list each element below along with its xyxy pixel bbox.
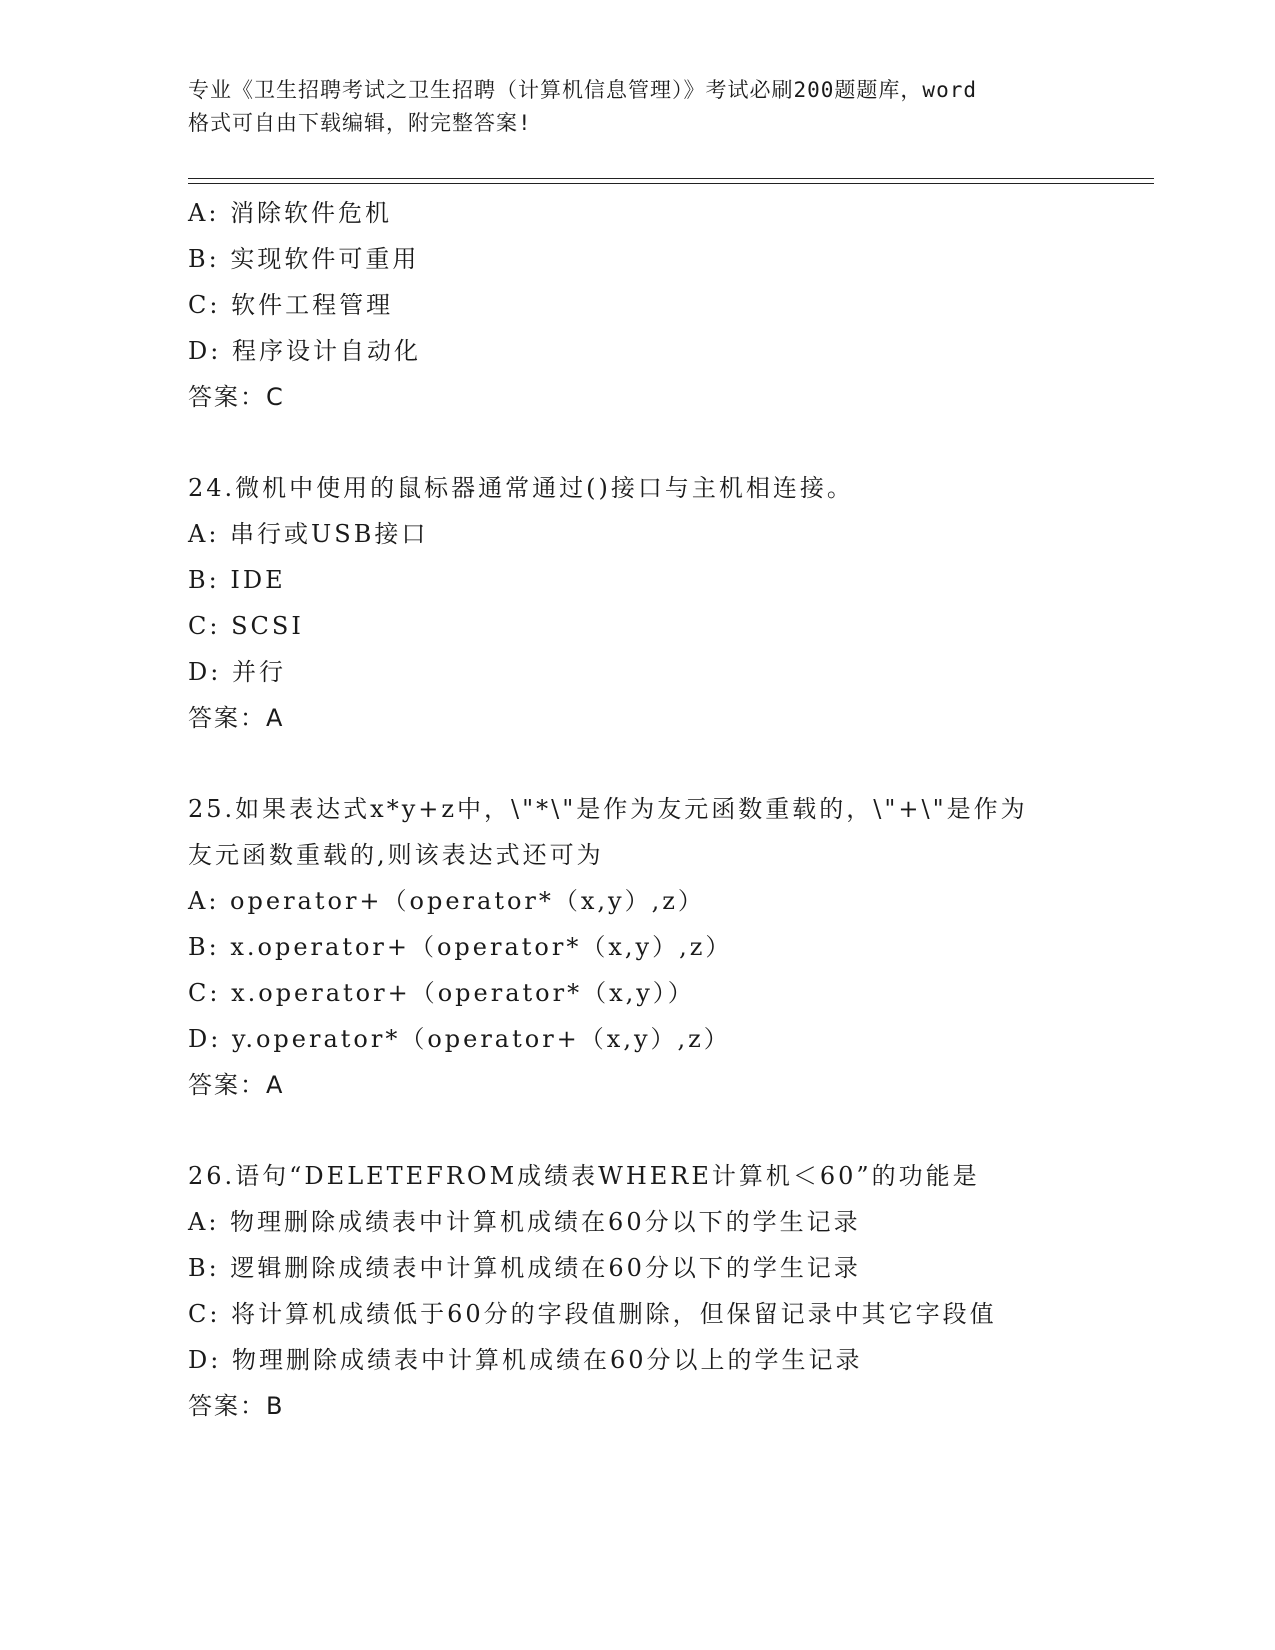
option-a: A: 物理删除成绩表中计算机成绩在60分以下的学生记录	[188, 1208, 861, 1236]
option-d: D: 物理删除成绩表中计算机成绩在60分以上的学生记录	[188, 1346, 863, 1374]
option-c: C: SCSI	[188, 612, 304, 640]
answer-line: 答案：C	[188, 383, 285, 411]
header-line-2: 格式可自由下载编辑，附完整答案!	[188, 111, 532, 135]
header-line-1: 专业《卫生招聘考试之卫生招聘（计算机信息管理）》考试必刷200题题库，word	[188, 78, 977, 102]
spacer	[188, 1108, 1148, 1153]
option-c: C: 软件工程管理	[188, 291, 394, 319]
spacer	[188, 741, 1148, 786]
question-text: 24.微机中使用的鼠标器通常通过()接口与主机相连接。	[188, 474, 854, 502]
answer-line: 答案：A	[188, 704, 285, 732]
header-divider-bottom	[188, 183, 1154, 184]
question-block	[188, 786, 1148, 1108]
question-text: 26.语句“DELETEFROM成绩表WHERE计算机＜60”的功能是	[188, 1162, 980, 1190]
question-block	[188, 1153, 1148, 1429]
option-b: B: 实现软件可重用	[188, 245, 420, 273]
question-text-continued: 友元函数重载的,则该表达式还可为	[188, 841, 604, 869]
question-text: 25.如果表达式x*y+z中，\"*\"是作为友元函数重载的，\"+\"是作为	[188, 795, 1028, 823]
question-block	[188, 190, 1148, 420]
answer-line: 答案：B	[188, 1392, 285, 1420]
option-d: D: 程序设计自动化	[188, 337, 421, 365]
option-b: B: IDE	[188, 566, 286, 594]
question-block	[188, 465, 1148, 741]
option-b: B: 逻辑删除成绩表中计算机成绩在60分以下的学生记录	[188, 1254, 861, 1282]
option-a: A: operator+（operator*（x,y）,z）	[188, 887, 705, 915]
option-c: C: x.operator+（operator*（x,y））	[188, 979, 695, 1007]
header-divider-top	[188, 178, 1154, 179]
option-b: B: x.operator+（operator*（x,y）,z）	[188, 933, 733, 961]
option-c: C: 将计算机成绩低于60分的字段值删除，但保留记录中其它字段值	[188, 1300, 997, 1328]
option-a: A: 串行或USB接口	[188, 520, 429, 548]
document-header	[188, 74, 1088, 140]
option-a: A: 消除软件危机	[188, 199, 393, 227]
spacer	[188, 420, 1148, 465]
question-list	[188, 190, 1148, 1429]
option-d: D: 并行	[188, 658, 286, 686]
answer-line: 答案：A	[188, 1071, 285, 1099]
option-d: D: y.operator*（operator+（x,y）,z）	[188, 1025, 731, 1053]
